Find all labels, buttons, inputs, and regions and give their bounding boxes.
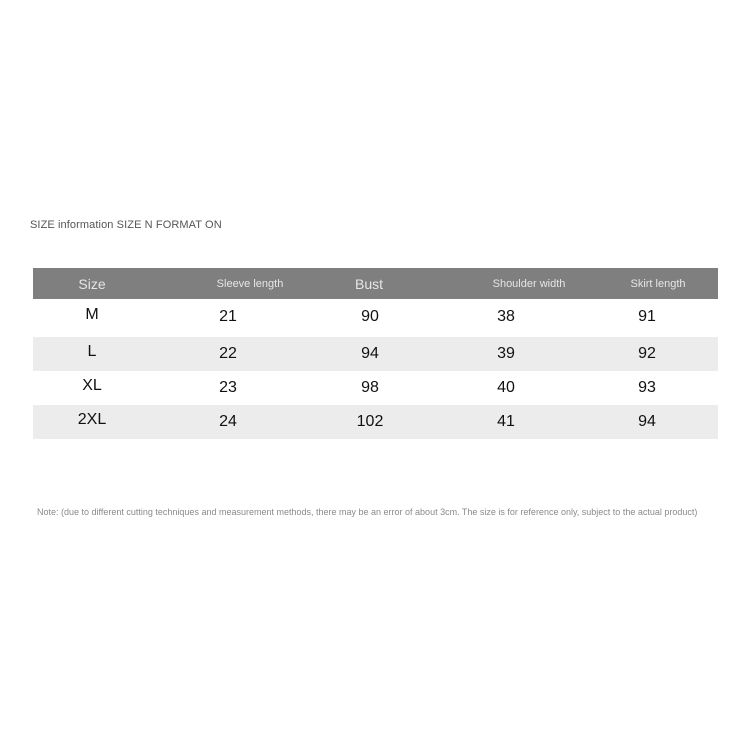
table-row (33, 371, 718, 405)
bust-cell: 102 (356, 413, 384, 430)
skirt-cell: 92 (638, 345, 656, 362)
skirt-cell: 91 (638, 308, 656, 325)
bust-cell: 94 (361, 345, 379, 362)
shoulder-cell: 39 (497, 345, 515, 362)
sleeve-cell: 23 (219, 379, 237, 396)
skirt-cell: 93 (638, 379, 656, 396)
header-skirt-length: Skirt length (630, 277, 686, 290)
header-size: Size (78, 275, 106, 292)
sleeve-cell: 22 (219, 345, 237, 362)
table-row (33, 300, 718, 334)
size-cell: XL (82, 377, 102, 394)
sleeve-cell: 21 (219, 308, 237, 325)
table-header-row (33, 268, 718, 299)
size-chart-table (33, 268, 718, 439)
shoulder-cell: 38 (497, 308, 515, 325)
table-row (33, 405, 718, 439)
header-shoulder-width: Shoulder width (492, 277, 566, 290)
skirt-cell: 94 (638, 413, 656, 430)
measurement-note: Note: (due to different cutting techniques and measurement methods, there may be an error of about 3cm. The size is for reference only, subject to the actual product) (37, 507, 698, 517)
shoulder-cell: 40 (497, 379, 515, 396)
bust-cell: 98 (361, 379, 379, 396)
size-info-heading: SIZE information SIZE N FORMAT ON (30, 219, 222, 231)
shoulder-cell: 41 (497, 413, 515, 430)
table-row (33, 337, 718, 371)
header-bust: Bust (354, 275, 384, 292)
size-cell: 2XL (77, 411, 107, 428)
header-sleeve-length: Sleeve length (216, 277, 284, 290)
bust-cell: 90 (361, 308, 379, 325)
size-cell: L (87, 343, 97, 360)
size-cell: M (85, 306, 99, 323)
sleeve-cell: 24 (219, 413, 237, 430)
